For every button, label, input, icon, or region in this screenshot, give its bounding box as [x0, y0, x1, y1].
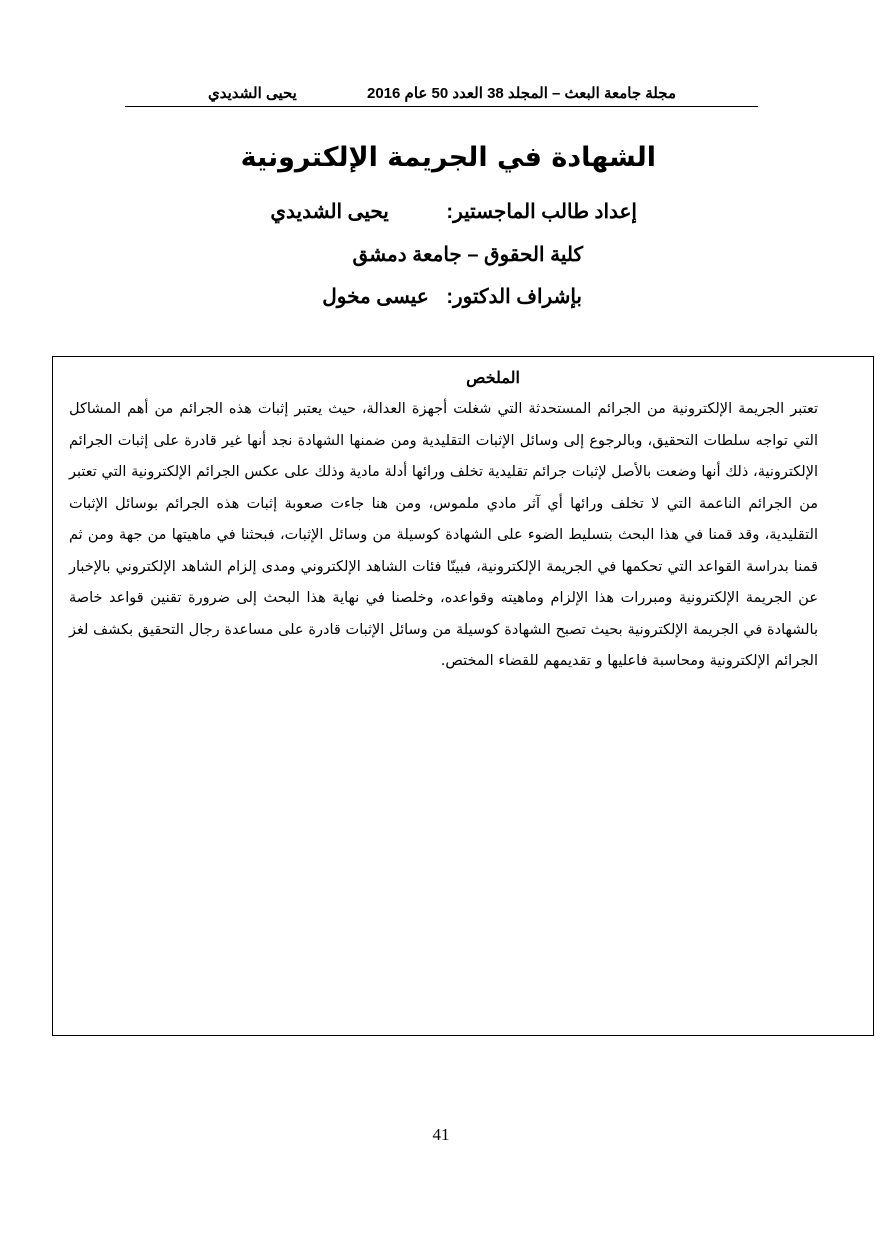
abstract-body: تعتبر الجريمة الإلكترونية من الجرائم المستحدثة التي شغلت أجهزة العدالة، حيث يعتبر إثبات هذه الجرائم من أهم المشاكل التي تواجه سلطات التحقيق، وبالرجوع إلى وسائل الإثبات التقليدية ومن ضمنها الشهادة نجد أنها غير قادرة على إثبات الجرائم الإلكترونية، ذلك أنها وضعت بالأصل لإثبات جرائم تقليدية تخلف ورائها أدلة مادية وذلك على عكس الجرائم الإلكترونية التي تعتبر من الجرائم الناعمة التي لا تخلف ورائها أي آثر مادي ملموس، ومن هنا جاءت صعوبة إثبات هذه الجرائم بوسائل الإثبات التقليدية، وقد قمنا في هذا البحث بتسليط الضوء على الشهادة كوسيلة من وسائل الإثبات، فبحثنا في ماهيتها من جهة ومن ثم قمنا بدراسة القواعد التي تحكمها في الجريمة الإلكترونية، فبينّا فئات الشاهد الإلكتروني ومدى إلزام الشاهد الإلكتروني بالإخبار عن الجريمة الإلكترونية ومبررات هذا الإلزام وماهيته وقواعده، وخلصنا في نهاية هذا البحث إلى ضرورة تقنين قواعد خاصة بالشهادة في الجريمة الإلكترونية بحيث تصبح الشهادة كوسيلة من وسائل الإثبات قادرة على مساعدة رجال التحقيق بكشف لغز الجرائم الإلكترونية ومحاسبة فاعليها و تقديمهم للقضاء المختص. [69, 401, 818, 669]
supervisor-label: بإشراف الدكتور: [446, 286, 582, 308]
header-divider [125, 106, 758, 107]
abstract-heading-text: الملخص [466, 370, 520, 387]
running-header-author: يحيى الشديدي [208, 85, 297, 102]
page-number: 41 [432, 1125, 450, 1144]
supervisor-line [322, 283, 582, 311]
prepared-by-label: إعداد طالب الماجستير: [446, 201, 637, 223]
affiliation-line: كلية الحقوق – جامعة دمشق [352, 244, 583, 266]
running-header [125, 83, 758, 105]
article-title: الشهادة في الجريمة الإلكترونية [240, 142, 656, 173]
author-name: يحيى الشديدي [270, 201, 389, 223]
abstract-heading [53, 368, 873, 390]
abstract-box [52, 356, 874, 1036]
running-header-journal: مجلة جامعة البعث – المجلد 38 العدد 50 عام 2016 [366, 85, 676, 102]
prepared-by-line [270, 198, 637, 226]
supervisor-name: عيسى مخول [322, 286, 429, 308]
